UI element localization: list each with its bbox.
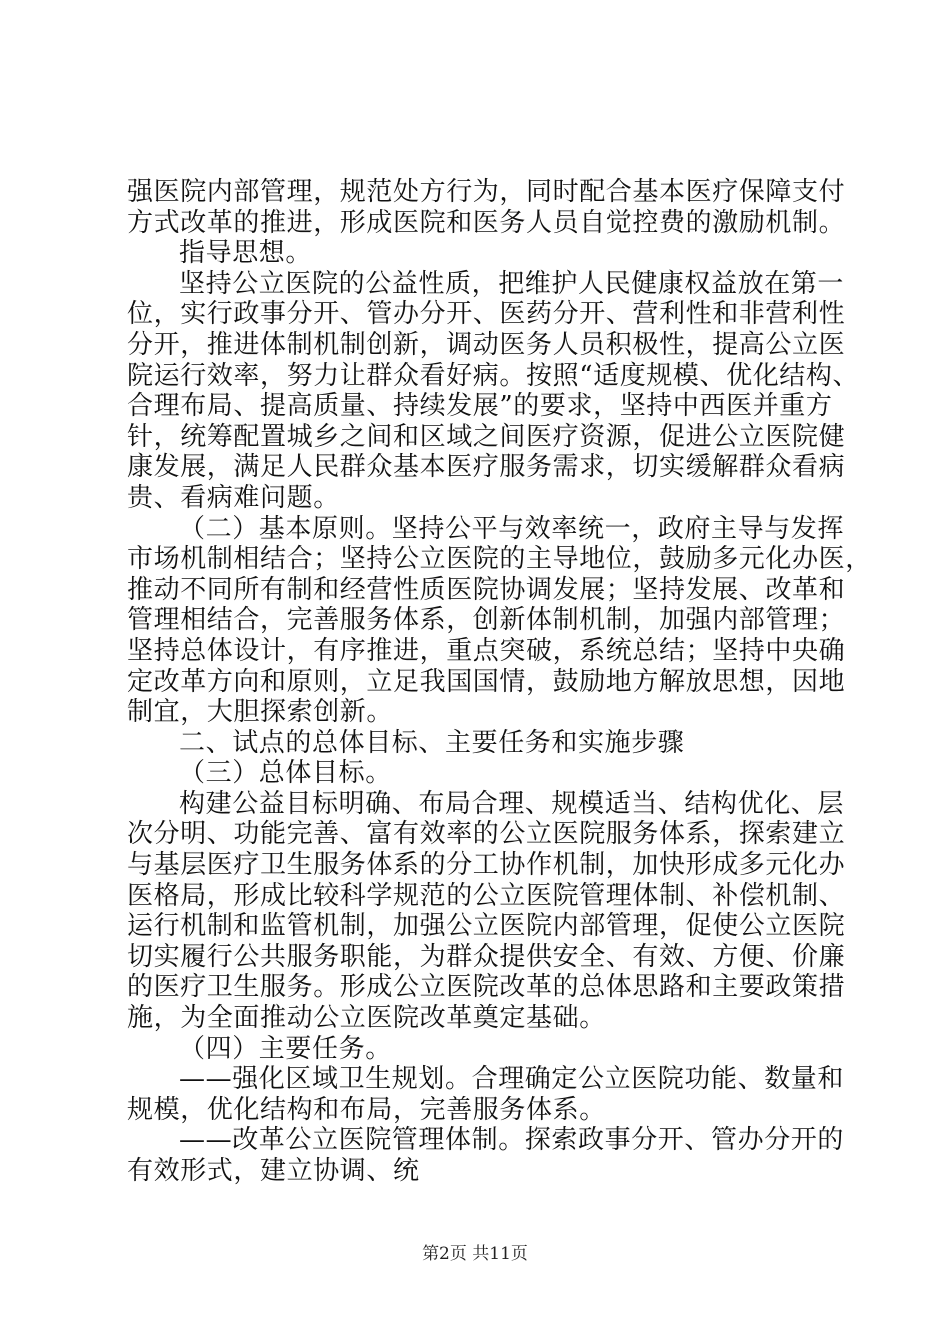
text-line: 施，为全面推动公立医院改革奠定基础。 xyxy=(127,1003,606,1034)
text-line: 制宜，大胆探索创新。 xyxy=(127,697,394,728)
text-line: 推动不同所有制和经营性质医院协调发展；坚持发展、改革和 xyxy=(127,574,846,605)
text-line: （三）总体目标。 xyxy=(179,758,392,789)
text-line: 坚持公立医院的公益性质，把维护人民健康权益放在第一 xyxy=(179,268,845,299)
text-line: 市场机制相结合；坚持公立医院的主导地位，鼓励多元化办医， xyxy=(127,544,872,575)
text-line: 有效形式，建立协调、统 xyxy=(127,1156,420,1186)
text-line: 坚持总体设计，有序推进，重点突破，系统总结；坚持中央确 xyxy=(127,635,846,666)
text-line: 贵、看病难问题。 xyxy=(127,482,340,513)
text-line: 次分明、功能完善、富有效率的公立医院服务体系，探索建立 xyxy=(127,819,846,850)
text-line: 运行机制和监管机制，加强公立医院内部管理，促使公立医院 xyxy=(127,911,846,942)
text-line: 康发展，满足人民群众基本医疗服务需求，切实缓解群众看病 xyxy=(127,452,846,483)
document-body xyxy=(127,177,872,1187)
text-line: ——改革公立医院管理体制。探索政事分开、管办分开的 xyxy=(179,1125,845,1156)
text-line: 强医院内部管理，规范处方行为，同时配合基本医疗保障支付 xyxy=(127,177,846,207)
text-line: 医格局，形成比较科学规范的公立医院管理体制、补偿机制、 xyxy=(127,880,846,911)
text-line: 合理布局、提高质量、持续发展”的要求，坚持中西医并重方 xyxy=(127,391,833,422)
text-line: 与基层医疗卫生服务体系的分工协作机制，加快形成多元化办 xyxy=(127,850,846,881)
text-line: 构建公益目标明确、布局合理、规模适当、结构优化、层 xyxy=(179,788,845,819)
text-line: 指导思想。 xyxy=(179,238,313,269)
page-number-footer: 第2页 共11页 xyxy=(422,1244,528,1264)
text-line: ——强化区域卫生规划。合理确定公立医院功能、数量和 xyxy=(179,1064,845,1095)
text-line: 方式改革的推进，形成医院和医务人员自觉控费的激励机制。 xyxy=(127,207,846,238)
text-line: （二）基本原则。坚持公平与效率统一，政府主导与发挥 xyxy=(179,513,845,544)
text-line: 规模，优化结构和布局，完善服务体系。 xyxy=(127,1094,606,1125)
text-line: 管理相结合，完善服务体系，创新体制机制，加强内部管理； xyxy=(127,605,846,636)
text-line: 定改革方向和原则，立足我国国情，鼓励地方解放思想，因地 xyxy=(127,666,846,697)
text-line: 分开，推进体制机制创新，调动医务人员积极性，提高公立医 xyxy=(127,329,846,360)
text-line: 位，实行政事分开、管办分开、医药分开、营利性和非营利性 xyxy=(127,299,846,330)
text-line: 二、试点的总体目标、主要任务和实施步骤 xyxy=(179,727,685,758)
text-line: （四）主要任务。 xyxy=(179,1033,392,1064)
text-line: 切实履行公共服务职能，为群众提供安全、有效、方便、价廉 xyxy=(127,941,846,972)
text-line: 针，统筹配置城乡之间和区域之间医疗资源，促进公立医院健 xyxy=(127,421,846,452)
text-line: 院运行效率，努力让群众看好病。按照“适度规模、优化结构、 xyxy=(127,360,860,391)
text-line: 的医疗卫生服务。形成公立医院改革的总体思路和主要政策措 xyxy=(127,972,846,1003)
